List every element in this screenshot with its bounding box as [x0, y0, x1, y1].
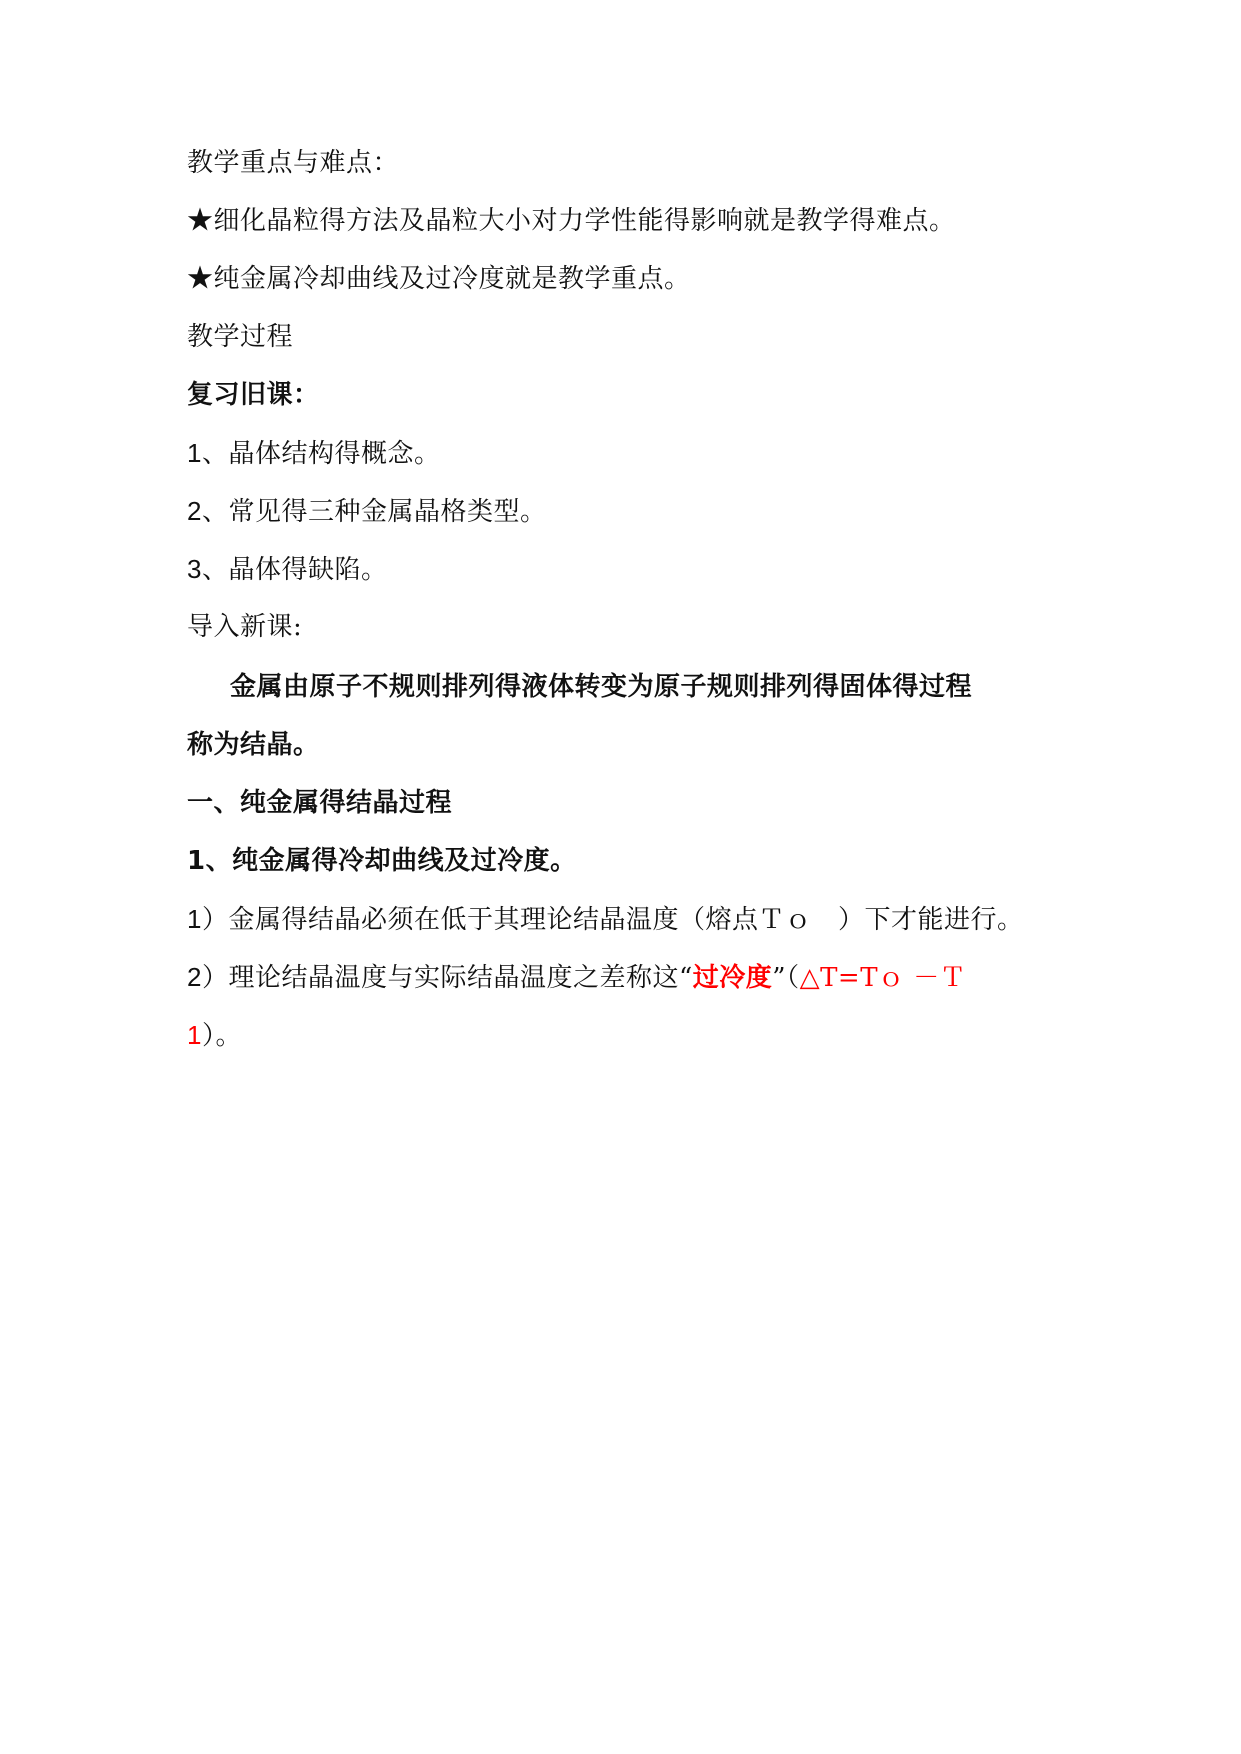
point-2-text-b: ”（	[772, 963, 800, 993]
point-2-text-a: 理论结晶温度与实际结晶温度之差称这“	[228, 963, 693, 993]
point-1	[187, 902, 1023, 937]
review-item-text: 常见得三种金属晶格类型。	[228, 497, 547, 527]
supercooling-formula: △T=Tｏ －Ｔ	[799, 963, 967, 993]
key-point-statement: ★纯金属冷却曲线及过冷度就是教学重点。	[187, 264, 691, 294]
point-2	[187, 960, 966, 995]
review-item-number: 3、	[187, 554, 229, 584]
point-2-continuation	[187, 1018, 242, 1053]
point-1-text: 金属得结晶必须在低于其理论结晶温度（熔点Ｔｏ ）下才能进行。	[228, 905, 1024, 935]
review-item	[187, 494, 546, 529]
difficulty-statement: ★细化晶粒得方法及晶粒大小对力学性能得影响就是教学得难点。	[187, 206, 956, 236]
point-2-line-end: ）。	[201, 1021, 242, 1051]
section-heading: 一、纯金属得结晶过程	[187, 788, 453, 818]
definition-line-2: 称为结晶。	[187, 730, 320, 760]
key-points-heading: 教学重点与难点：	[187, 148, 400, 178]
point-2-number: 2）	[187, 962, 229, 992]
review-heading: 复习旧课：	[187, 380, 320, 410]
point-1-number: 1）	[187, 904, 229, 934]
definition-line-1: 金属由原子不规则排列得液体转变为原子规则排列得固体得过程	[230, 672, 973, 702]
review-item-text: 晶体结构得概念。	[228, 439, 441, 469]
review-item	[187, 436, 440, 471]
review-item-text: 晶体得缺陷。	[228, 555, 388, 585]
review-item-number: 1、	[187, 438, 229, 468]
formula-subscript: 1	[187, 1020, 202, 1050]
review-item-number: 2、	[187, 496, 229, 526]
intro-label: 导入新课:	[187, 612, 303, 642]
supercooling-term: 过冷度	[692, 963, 773, 993]
subsection-heading: 1、纯金属得冷却曲线及过冷度。	[187, 846, 577, 876]
review-item	[187, 552, 387, 587]
teaching-process-label: 教学过程	[187, 322, 294, 352]
